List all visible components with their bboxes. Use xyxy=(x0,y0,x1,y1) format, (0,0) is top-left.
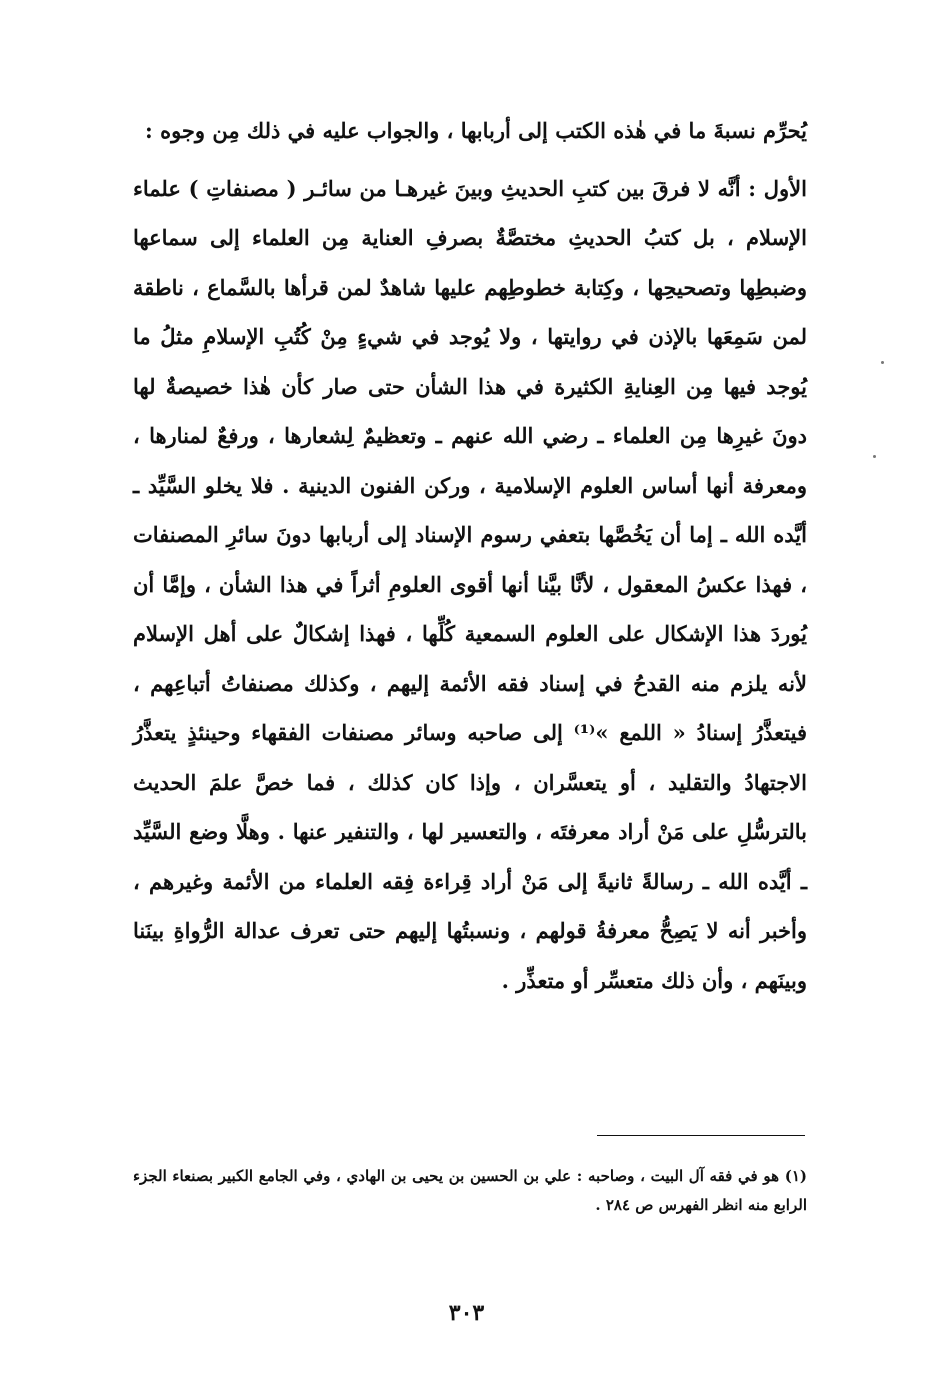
scan-speck xyxy=(881,361,884,364)
footnote-text: (١) هو في فقه آل البيت ، وصاحبه : علي بن الحسين بن يحيى بن الهادي ، وفي الجامع الكبير بصنعاء الجزء الرابع منه انظر الفهرس ص ٢٨٤ . xyxy=(133,1167,807,1214)
page-number: ٣٠٣ xyxy=(448,1300,485,1326)
scan-speck xyxy=(873,455,876,458)
main-text-body xyxy=(133,106,807,1005)
footnote-separator-line xyxy=(597,1135,805,1136)
paragraph-first-point: الأول : أنَّه لا فرقَ بين كتبِ الحديثِ وبينَ غيرهـا من سائـر ( مصنفاتِ ) علماء الإسلام ، بل كتبُ الحديثِ مختصَّةٌ بصرفِ العناية مِن العلماء إلى سماعها وضبطِها وتصحيحِها ، وكِتابة خطوطِهم عليها شاهدٌ لمن قرأها بالسَّماع ، ناطقة لمن سَمِعَها بالإذن في روايتها ، ولا يُوجد في شيءٍ مِنْ كُتُبِ الإسلامِ مثلُ ما يُوجد فيها مِن العِنايةِ الكثيرة في هذا الشأن حتى صار كأن هٰذا خصيصةٌ لها دونَ غيرِها مِن العلماء ـ رضي الله عنهم ـ وتعظيمٌ لِشعارها ، ورفعٌ لمنارها ، ومعرفة أنها أساس العلوم الإسلامية ، وركن الفنون الدينية . فلا يخلو السَّيِّد ـ أيَّده الله ـ إما أن يَخُصَّها بتعفي رسوم الإسناد إلى أربابها دونَ سائرِ المصنفات ، فهذا عكسُ المعقول ، لأنَّا بيَّنا أنها أقوى العلومِ أثراً في هذا الشأن ، وإمَّا أن يُوردَ هذا الإشكال على العلوم السمعية كُلِّها ، فهذا إشكالٌ على أهل الإسلام لأنه يلزم منه القدحُ في إسناد فقه الأئمة إليهم ، وكذلك مصنفاتُ أتباعِهم ، فيتعذَّرُ إسنادُ « اللمع »⁽¹⁾ إلى صاحبه وسائر مصنفات الفقهاء وحينئذٍ يتعذَّرُ الاجتهادُ والتقليد ، أو يتعسَّران ، وإذا كان كذلك ، فما خصَّ علمَ الحديث بالترسُّلِ على مَنْ أراد معرفتَه ، والتعسير لها ، والتنفير عنها . وهلَّا وضع السَّيِّد ـ أيَّده الله ـ رسالةً ثانيةً إلى مَنْ أراد قِراءة فِقه العلماء من الأئمة وغيرهم ، وأخبر أنه لا يَصِحُّ معرفةُ قولهم ، ونسبتُها إليهم حتى تعرف عدالة الرُّواةِ بينَنا وبينَهم ، وأن ذلك متعسِّر أو متعذِّر . xyxy=(133,175,807,993)
paragraph-opening: يُحرِّم نسبةَ ما في هٰذه الكتب إلى أربابها ، والجواب عليه في ذلك مِن وجوه : xyxy=(145,118,807,143)
